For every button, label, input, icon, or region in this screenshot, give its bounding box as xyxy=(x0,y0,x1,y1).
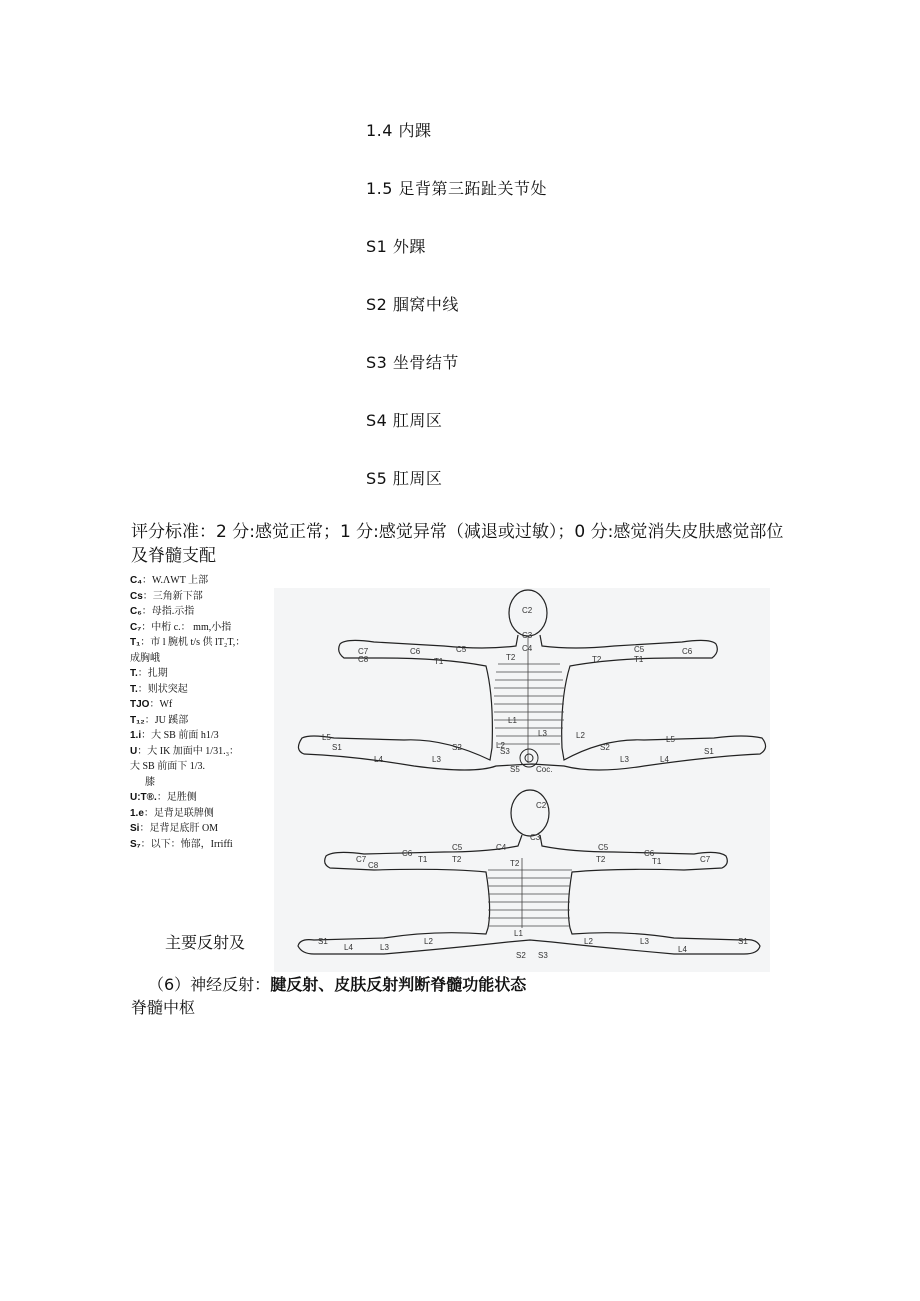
svg-text:L4: L4 xyxy=(660,755,669,764)
separator: ： xyxy=(139,823,150,834)
svg-text:L2: L2 xyxy=(584,937,593,946)
dermatome-desc: 足胜侧 xyxy=(166,792,197,803)
dermatome-list xyxy=(130,573,270,852)
svg-text:C8: C8 xyxy=(368,861,379,870)
svg-text:C7: C7 xyxy=(700,855,711,864)
dermatome-segment: C₄ xyxy=(130,575,142,586)
svg-text:L1: L1 xyxy=(508,716,517,725)
separator: ： xyxy=(141,730,152,741)
dermatome-row xyxy=(130,620,270,636)
svg-text:L3: L3 xyxy=(432,755,441,764)
svg-text:L2: L2 xyxy=(424,937,433,946)
svg-text:C3: C3 xyxy=(522,631,533,640)
dermatome-row xyxy=(130,589,270,605)
separator: ： xyxy=(137,745,148,757)
dermatome-row xyxy=(130,806,270,822)
svg-text:L3: L3 xyxy=(620,755,629,764)
svg-text:S5: S5 xyxy=(510,765,520,774)
dermatome-segment: Si xyxy=(130,823,140,834)
dermatome-desc: 大 SB 前面 h1/3 xyxy=(151,730,219,741)
dermatome-desc: 膝 xyxy=(130,776,155,788)
sensory-point-5: S3 坐骨结节 xyxy=(366,353,459,372)
separator: ： xyxy=(149,699,160,710)
dermatome-row xyxy=(130,728,270,744)
sensory-point-2: 1.5 足背第三跖趾关节处 xyxy=(366,179,548,198)
svg-text:S3: S3 xyxy=(538,951,548,960)
svg-text:S2: S2 xyxy=(600,743,610,752)
separator: ： xyxy=(144,714,155,726)
svg-text:C7: C7 xyxy=(356,855,367,864)
svg-text:C6: C6 xyxy=(644,849,655,858)
svg-text:C6: C6 xyxy=(410,647,421,656)
svg-text:C3: C3 xyxy=(530,833,541,842)
separator: ： xyxy=(137,683,148,695)
svg-text:C5: C5 xyxy=(598,843,609,852)
svg-text:T2: T2 xyxy=(506,653,516,662)
svg-text:S3: S3 xyxy=(500,747,510,756)
svg-text:T2: T2 xyxy=(510,859,520,868)
dermatome-desc: Wf xyxy=(159,699,173,710)
separator: ： xyxy=(142,575,152,586)
separator: ： xyxy=(143,807,154,819)
svg-text:C6: C6 xyxy=(402,849,413,858)
dermatome-desc: 扎期 xyxy=(147,668,168,679)
separator: ： xyxy=(142,590,153,602)
separator: ： xyxy=(156,792,167,803)
spinal-center-caption: 脊髓中枢 xyxy=(131,998,196,1017)
svg-text:C6: C6 xyxy=(682,647,693,656)
dermatome-row xyxy=(130,604,270,620)
svg-text:T1: T1 xyxy=(634,655,644,664)
svg-text:C7: C7 xyxy=(358,647,369,656)
sensory-point-6: S4 肛周区 xyxy=(366,411,443,430)
svg-text:L4: L4 xyxy=(374,755,383,764)
svg-text:S1: S1 xyxy=(704,747,714,756)
dermatome-row xyxy=(130,821,270,837)
svg-text:S2: S2 xyxy=(516,951,526,960)
dermatome-row xyxy=(130,635,270,651)
svg-text:S2: S2 xyxy=(452,743,462,752)
svg-text:L4: L4 xyxy=(344,943,353,952)
dermatome-row xyxy=(130,790,270,806)
svg-text:L2: L2 xyxy=(576,731,585,740)
dermatome-desc: 市 l 腕机 t/s 供 lT₂T,： xyxy=(150,637,246,648)
dermatome-desc: 三角新下部 xyxy=(152,590,203,602)
sensory-point-4: S2 腘窝中线 xyxy=(366,295,459,314)
svg-text:T1: T1 xyxy=(652,857,662,866)
dermatome-segment: T. xyxy=(130,683,138,695)
dermatome-row xyxy=(130,651,270,667)
neuro-reflex-caption xyxy=(148,972,526,995)
dermatome-segment: C₆ xyxy=(130,606,142,617)
sensory-point-7: S5 肛周区 xyxy=(366,469,443,488)
dermatome-figure xyxy=(274,588,770,972)
dermatome-row xyxy=(130,713,270,729)
dermatome-row xyxy=(130,744,270,760)
reflex-caption: 主要反射及 xyxy=(165,933,246,952)
dermatome-row xyxy=(130,759,270,775)
svg-text:C5: C5 xyxy=(634,645,645,654)
dermatome-desc: 母指.示指 xyxy=(151,606,195,617)
svg-text:Coc.: Coc. xyxy=(536,765,553,774)
dermatome-segment: C₇ xyxy=(130,621,142,633)
svg-text:S1: S1 xyxy=(738,937,748,946)
dermatome-segment: T₁ xyxy=(130,637,141,648)
dermatome-desc: W.ΛWT 上部 xyxy=(152,575,209,586)
svg-text:L2: L2 xyxy=(496,741,505,750)
separator: ： xyxy=(141,606,152,617)
dermatome-row xyxy=(130,775,270,791)
sensory-point-3: S1 外踝 xyxy=(366,237,426,256)
svg-text:C5: C5 xyxy=(456,645,467,654)
dermatome-desc: 则状突起 xyxy=(147,683,188,695)
separator: ： xyxy=(137,668,148,679)
dermatome-desc: JU 蹊部 xyxy=(154,714,189,726)
dermatome-segment: S₇ xyxy=(130,838,141,850)
scoring-criteria: 评分标准：2 分:感觉正常；1 分:感觉异常（减退或过敏）；0 分:感觉消失皮肤感觉部位及脊髓支配 xyxy=(131,522,784,566)
svg-text:L5: L5 xyxy=(666,735,675,744)
dermatome-segment: 1.i xyxy=(130,730,142,741)
svg-text:L5: L5 xyxy=(322,733,331,742)
svg-text:C2: C2 xyxy=(536,801,547,810)
dermatome-row xyxy=(130,697,270,713)
dermatome-row xyxy=(130,666,270,682)
svg-text:C4: C4 xyxy=(522,644,533,653)
dermatome-row xyxy=(130,837,270,853)
svg-text:L3: L3 xyxy=(380,943,389,952)
dermatome-segment: TJO xyxy=(130,699,150,710)
svg-text:T2: T2 xyxy=(592,655,602,664)
neuro-reflex-text: 腱反射、皮肤反射判断脊髓功能状态 xyxy=(270,975,527,994)
dermatome-desc: 中桁 c.： mm,小指 xyxy=(151,621,232,633)
dermatome-desc: 足背足联牌侧 xyxy=(153,807,214,819)
neuro-reflex-prefix: （6）神经反射： xyxy=(148,975,271,994)
svg-text:L3: L3 xyxy=(538,729,547,738)
dermatome-row xyxy=(130,573,270,589)
svg-text:S1: S1 xyxy=(318,937,328,946)
svg-text:T2: T2 xyxy=(452,855,462,864)
dermatome-desc: 大 IK 加面中 1/31.₃： xyxy=(147,745,240,757)
dermatome-desc: 足背足底肝 OM xyxy=(149,823,219,834)
svg-text:C2: C2 xyxy=(522,606,533,615)
dermatome-segment: T₁₂ xyxy=(130,714,145,726)
svg-text:T1: T1 xyxy=(434,657,444,666)
dermatome-desc: 大 SB 前面下 1/3. xyxy=(130,761,206,772)
svg-text:T1: T1 xyxy=(418,855,428,864)
svg-text:L4: L4 xyxy=(678,945,687,954)
dermatome-segment: 1.e xyxy=(130,807,144,819)
svg-text:S1: S1 xyxy=(332,743,342,752)
dermatome-desc: 成胸峨 xyxy=(130,652,160,664)
separator: ： xyxy=(141,621,152,633)
dermatome-segment: T. xyxy=(130,668,138,679)
sensory-point-1: 1.4 内踝 xyxy=(366,121,432,140)
dermatome-segment: U:T®. xyxy=(130,792,157,803)
separator: ： xyxy=(140,637,151,648)
svg-text:C5: C5 xyxy=(452,843,463,852)
separator: ： xyxy=(140,838,151,850)
svg-text:C8: C8 xyxy=(358,655,369,664)
svg-text:C4: C4 xyxy=(496,843,507,852)
dermatome-desc: 以下：怖部，Irriffi xyxy=(150,838,233,850)
svg-text:L3: L3 xyxy=(640,937,649,946)
svg-text:T2: T2 xyxy=(596,855,606,864)
dermatome-row xyxy=(130,682,270,698)
svg-text:L1: L1 xyxy=(514,929,523,938)
dermatome-segment: Cs xyxy=(130,590,143,602)
dermatome-segment: U xyxy=(130,745,138,757)
